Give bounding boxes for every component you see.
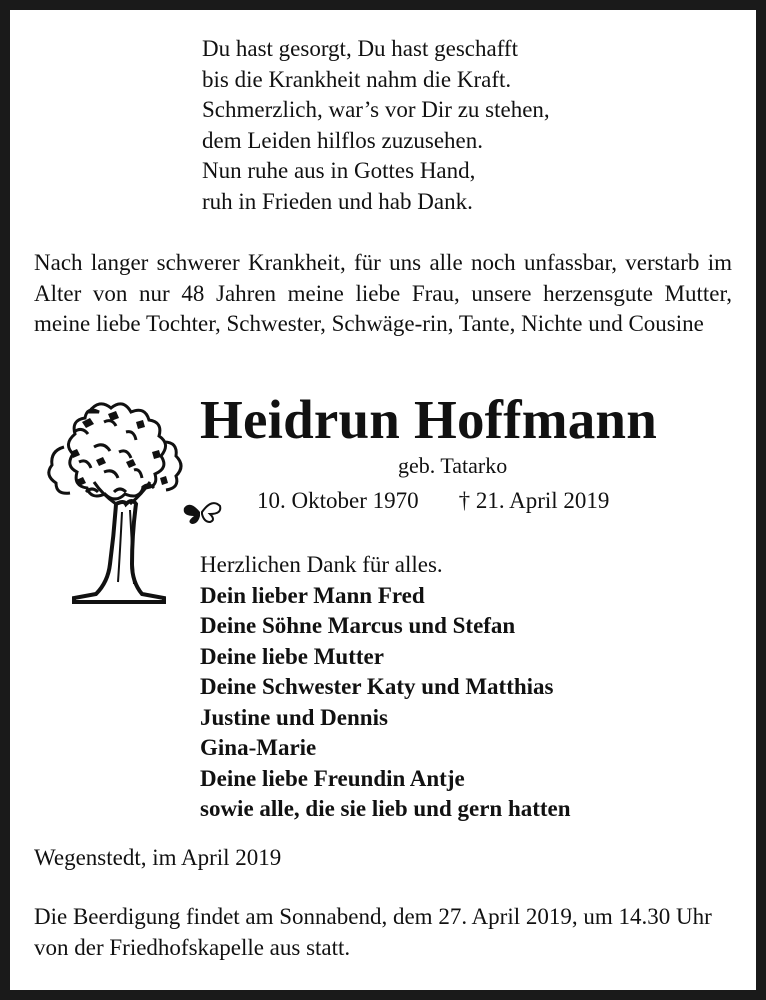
butterfly-icon	[182, 498, 222, 526]
mourner-line: Deine liebe Freundin Antje	[200, 765, 465, 791]
mourner-line: Deine liebe Mutter	[200, 643, 384, 669]
poem-line: Du hast gesorgt, Du hast geschafft	[202, 36, 518, 61]
mourner-line: Deine Schwester Katy und Matthias	[200, 674, 554, 699]
poem-line: ruh in Frieden und hab Dank.	[202, 188, 473, 214]
memorial-poem	[202, 34, 550, 217]
mourner-line: sowie alle, die sie lieb und gern hatten	[200, 796, 571, 821]
mourners-list	[200, 550, 571, 825]
mourner-line: Deine Söhne Marcus und Stefan	[200, 613, 516, 638]
funeral-notice: Die Beerdigung findet am Sonnabend, dem 27. April 2019, um 14.30 Uhr von der Friedhofskapelle aus statt.	[34, 904, 712, 960]
poem-line: Nun ruhe aus in Gottes Hand,	[202, 158, 476, 183]
mourner-line: Gina-Marie	[200, 735, 317, 760]
poem-line: dem Leiden hilflos zuzusehen.	[202, 127, 484, 153]
poem-line: bis die Krankheit nahm die Kraft.	[202, 66, 512, 92]
tree-illustration	[34, 392, 204, 607]
birth-date: 10. Oktober 1970	[257, 488, 419, 513]
place-date: Wegenstedt, im April 2019	[34, 845, 282, 870]
maiden-name: geb. Tatarko	[398, 453, 508, 478]
mourner-line: Justine und Dennis	[200, 704, 388, 730]
poem-line: Schmerzlich, war’s vor Dir zu stehen,	[202, 97, 550, 122]
obituary-card	[10, 10, 756, 990]
intro-paragraph: Nach langer schwerer Krankheit, für uns alle noch unfassbar, verstarb im Alter von nur 48 Jahren meine liebe Frau, unsere herzensgute Mutter, meine liebe Tochter, Schwester, Schwäge-rin, Tante, Nichte und Cousine	[34, 250, 732, 336]
thanks-line: Herzlichen Dank für alles.	[200, 552, 443, 577]
mourner-line: Dein lieber Mann Fred	[200, 582, 425, 608]
death-date: † 21. April 2019	[458, 488, 610, 513]
life-dates	[257, 488, 609, 514]
deceased-name: Heidrun Hoffmann	[200, 389, 658, 450]
